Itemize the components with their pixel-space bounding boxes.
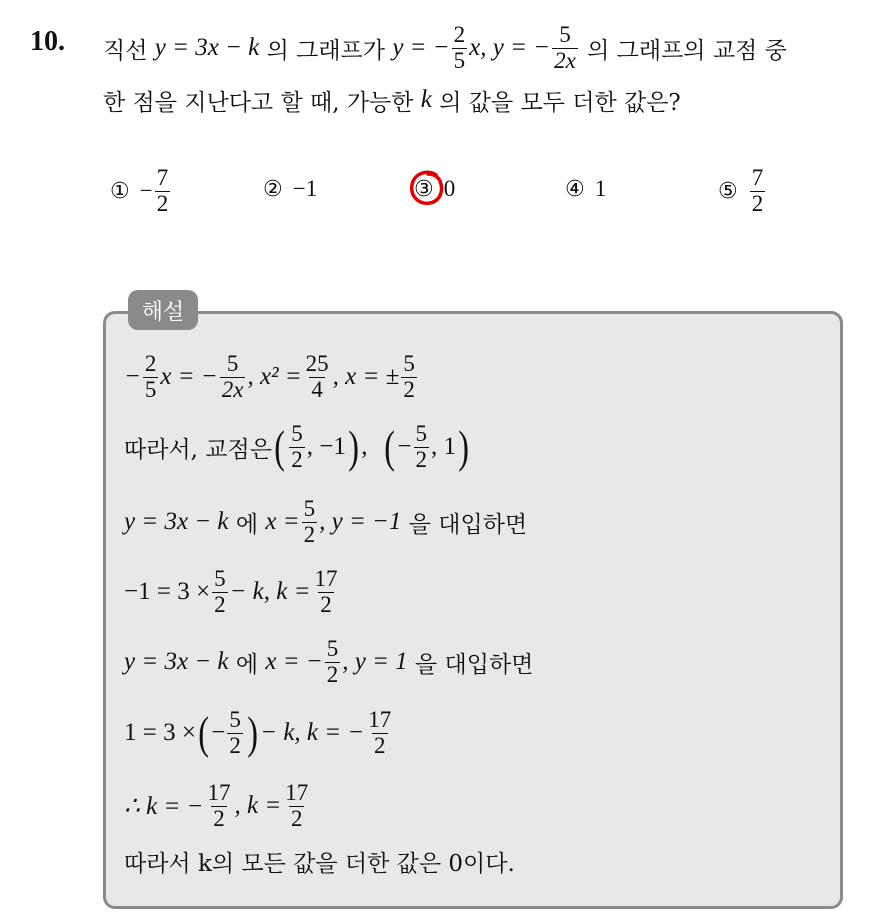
choice-mark: ⑤	[718, 178, 738, 204]
fraction: $\frac{5}{2}$	[303, 496, 316, 547]
choice-2[interactable]	[263, 176, 317, 202]
choice-3[interactable]	[414, 176, 455, 202]
explanation-line-3: y = 3x − k 에 x = $\frac{5}{2}$ , y = −1 을 대입하면	[124, 496, 528, 547]
choice-mark: ①	[110, 178, 130, 204]
fraction: $\frac{17}{2}$	[314, 566, 338, 617]
explanation-line-6: 1 = 3 × ( − $\frac{5}{2}$ ) − k, k = − $\frac{17}{2}$	[124, 707, 392, 758]
explanation-line-7: ∴ k = − $\frac{17}{2}$ , k = $\frac{17}{2}$	[124, 780, 309, 831]
choice-value: 0	[443, 176, 456, 201]
choice-mark: ④	[565, 176, 585, 202]
fraction: $\frac{5}{2}$	[214, 566, 226, 617]
problem-number: 10.	[30, 26, 65, 57]
fraction: $\frac{5}{2x}$	[554, 22, 576, 73]
fraction: $\frac{5}{2}$	[326, 636, 339, 687]
choice-5[interactable]	[718, 160, 767, 222]
text: 의 값을 모두 더한 값은?	[439, 89, 681, 116]
fraction: $\frac{17}{2}$	[285, 780, 309, 831]
problem-line-1	[103, 22, 787, 74]
equation: x, y = −	[469, 34, 551, 61]
choice-1[interactable]	[110, 160, 172, 222]
fraction: $\frac{5}{2x}$	[221, 351, 244, 402]
explanation-tag: 해설	[128, 290, 198, 330]
text: 한 점을 지난다고 할 때, 가능한	[103, 89, 414, 116]
fraction: $\frac{5}{2}$	[291, 421, 303, 472]
explanation-line-8: 따라서 k의 모든 값을 더한 값은 0이다.	[124, 850, 515, 877]
fraction: $\frac{5}{2}$	[415, 421, 428, 472]
choice-value: 1	[594, 176, 607, 201]
fraction: $\frac{5}{2}$	[229, 707, 241, 758]
explanation-line-1: − $\frac{2}{5}$ x = − $\frac{5}{2x}$ , x² = $\frac{25}{4}$ , x = ± $\frac{5}{2}$	[124, 351, 415, 402]
fraction: $\frac{2}{5}$	[453, 22, 466, 73]
fraction: $\frac{25}{4}$	[305, 351, 329, 402]
text: 직선	[103, 37, 148, 64]
equation-line: y = 3x − k	[154, 34, 260, 61]
explanation-line-5: y = 3x − k 에 x = − $\frac{5}{2}$ , y = 1 을 대입하면	[124, 636, 534, 687]
choice-value: −1	[292, 176, 318, 201]
choice-mark: ③	[414, 177, 434, 202]
choice-fraction: $\frac{7}{2}$	[751, 165, 764, 216]
text: 의 그래프가	[266, 37, 385, 64]
equation: y = −	[392, 34, 450, 61]
answer-choices	[0, 160, 884, 230]
text: 의 그래프의 교점 중	[587, 37, 787, 64]
selected-circle-icon	[406, 167, 448, 209]
fraction: $\frac{2}{5}$	[144, 351, 157, 402]
choice-fraction: $\frac{7}{2}$	[156, 165, 169, 216]
choice-4[interactable]	[565, 176, 606, 202]
fraction: $\frac{17}{2}$	[207, 780, 231, 831]
fraction: $\frac{5}{2}$	[403, 351, 415, 402]
choice-sign: −	[139, 178, 153, 203]
fraction: $\frac{17}{2}$	[368, 707, 392, 758]
explanation-line-4: −1 = 3 × $\frac{5}{2}$ − k, k = $\frac{17}{2}$	[124, 566, 338, 617]
explanation-line-2: 따라서, 교점은 ( $\frac{5}{2}$ , −1 ) , ( − $\frac{5}{2}$ , 1 )	[124, 421, 470, 472]
variable-k: k	[420, 86, 432, 113]
choice-mark: ②	[263, 176, 283, 202]
problem-line-2	[103, 82, 681, 118]
